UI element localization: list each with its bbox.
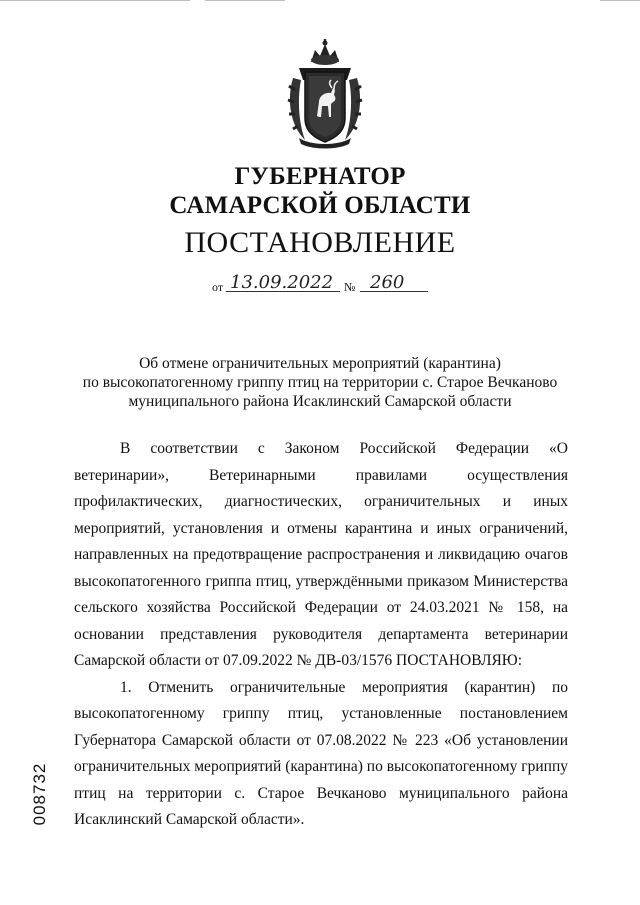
title-line: Об отмене ограничительных мероприятий (карантина) [139, 355, 501, 372]
title-line: муниципального района Исаклинский Самарской области [128, 393, 512, 410]
handwritten-date: 13.09.2022 [230, 272, 334, 293]
margin-serial-number [28, 760, 52, 830]
number-prefix: № [344, 280, 356, 294]
authority-name-line1: ГУБЕРНАТОР [234, 163, 406, 190]
authority-name-line2: САМАРСКОЙ ОБЛАСТИ [169, 192, 471, 219]
date-prefix: от [212, 280, 224, 294]
document-type-heading: ПОСТАНОВЛЕНИЕ [184, 226, 456, 259]
point-1-paragraph: 1. Отменить ограничительные мероприятия (карантин) по высокопатогенному гриппу птиц, установленные постановлением Губернатора Самарской области от 07.08.2022 № 223 «Об установлении ограничительных мероприятий (карантина) по высокопатогенному гриппу птиц на территории с. Старое Вечканово муниципального района Исаклинский Самарской области». [74, 678, 568, 828]
title-line: по высокопатогенному гриппу птиц на территории с. Старое Вечканово [82, 374, 558, 391]
top-scan-rule [0, 0, 640, 2]
handwritten-number: 260 [370, 272, 405, 293]
serial-number-text: 008732 [30, 762, 49, 826]
preamble-paragraph: В соответствии с Законом Российской Федерации «О ветеринарии», Ветеринарными правилами осуществления профилактических, диагностических, ограничительных и иных мероприятий, установления и отмены карантина и иных ограничений, направленных на предотвращение распространения и ликвидацию очагов высокопатогенного гриппа птиц, утверждёнными приказом Министерства сельского хозяйства Российской Федерации от 24.03.2021 № 158, на основании представления руководителя департамента ветеринарии Самарской области от 07.09.2022 № ДВ-03/1576 ПОСТАНОВЛЯЮ: [74, 440, 568, 669]
document-body [74, 436, 568, 834]
date-number-line [212, 272, 452, 294]
coat-of-arms-emblem [285, 38, 365, 150]
document-title [60, 354, 580, 411]
